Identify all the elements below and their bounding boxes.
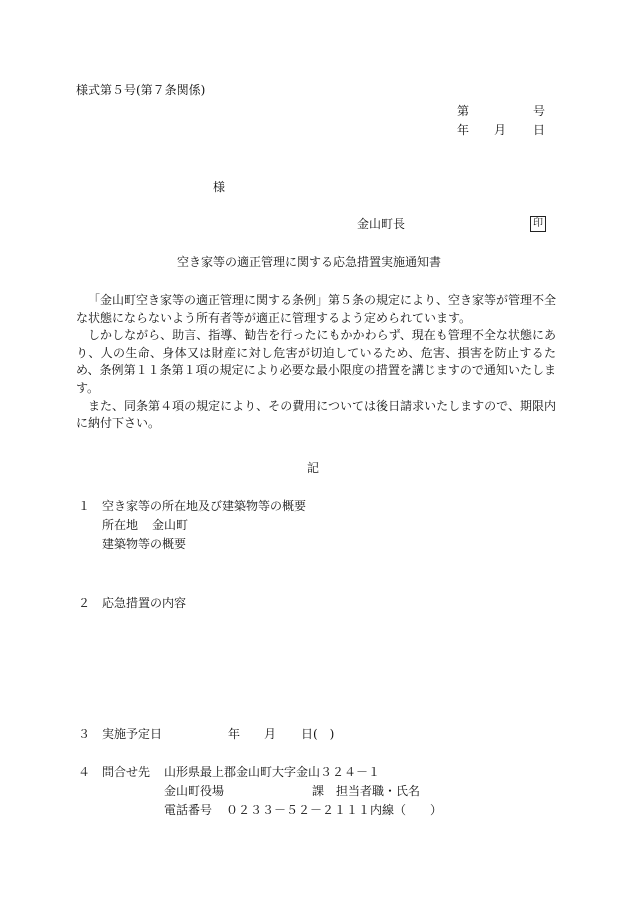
item3-number: ３ — [78, 727, 91, 741]
item3-day: 日( ) — [301, 727, 335, 741]
building-label: 建築物等の概要 — [102, 537, 187, 551]
doc-number-suffix: 号 — [533, 104, 546, 118]
item3-heading: 実施予定日 — [102, 727, 163, 741]
form-number: 様式第５号(第７条関係) — [76, 83, 206, 97]
contact-section: 課 担当者職・氏名 — [312, 784, 421, 798]
item1-heading: 空き家等の所在地及び建築物等の概要 — [102, 499, 307, 513]
contact-address: 山形県最上郡金山町大字金山３２４－１ — [164, 765, 381, 779]
body-text — [76, 292, 556, 433]
document-title: 空き家等の適正管理に関する応急措置実施通知書 — [177, 255, 442, 269]
item4-heading: 問合せ先 — [102, 765, 151, 779]
phone-label: 電話番号 — [164, 803, 213, 817]
item1-number: １ — [78, 499, 91, 513]
item2-heading: 応急措置の内容 — [102, 596, 187, 610]
date-year: 年 — [457, 123, 470, 137]
location-label: 所在地 — [102, 518, 139, 532]
item4-number: ４ — [78, 765, 91, 779]
item2-number: ２ — [78, 596, 91, 610]
item3-year: 年 — [228, 727, 241, 741]
phone-number: ０２３３－５２－２１１１内線（ ） — [226, 803, 443, 817]
ki-label: 記 — [307, 461, 320, 475]
addressee-suffix: 様 — [213, 180, 226, 194]
date-day: 日 — [533, 123, 546, 137]
seal-mark: 印 — [530, 216, 546, 232]
body-paragraph-2: しかしながら、助言、指導、勧告を行ったにもかかわらず、現在も管理不全な状態にあり、人の生命、身体又は財産に対し危害が切迫しているため、危害、損害を防止するため、条例第１１条第１項の規定により必要な最小限度の措置を講じますので通知いたします。 — [76, 328, 556, 395]
sender-title: 金山町長 — [357, 217, 406, 231]
item3-month: 月 — [264, 727, 277, 741]
body-paragraph-3: また、同条第４項の規定により、その費用については後日請求いたしますので、期限内に納付下さい。 — [76, 398, 556, 431]
location-value: 金山町 — [152, 518, 189, 532]
date-month: 月 — [494, 123, 507, 137]
contact-office: 金山町役場 — [164, 784, 225, 798]
doc-number-prefix: 第 — [457, 104, 470, 118]
body-paragraph-1: 「金山町空き家等の適正管理に関する条例」第５条の規定により、空き家等が管理不全な状態にならないよう所有者等が適正に管理するよう定められています。 — [76, 293, 557, 325]
